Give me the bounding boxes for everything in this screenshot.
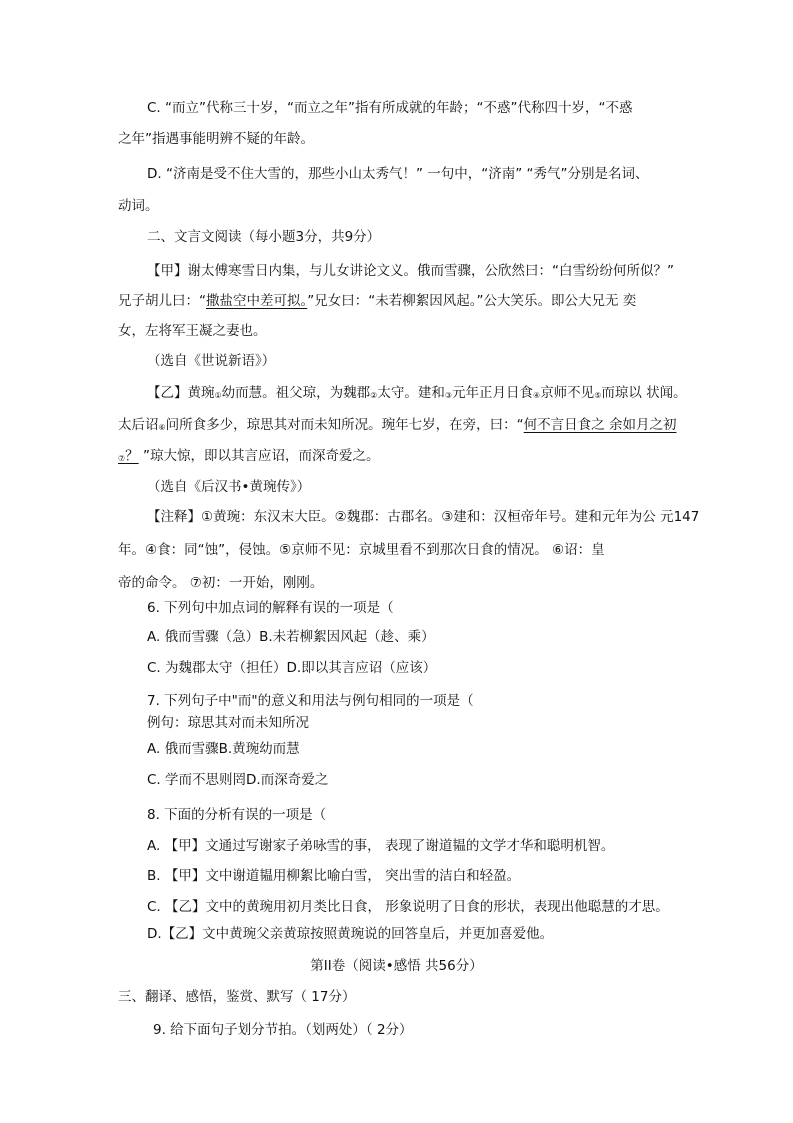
passage-yi-line3: ⑦？ ”琼大惊，即以其言应诏，而深奇爱之。 [118,448,380,464]
passage-yi-line2: 太后诏⑥问所食多少，琼思其对而未知所况。琬年七岁，在旁，曰：“何不言日食之 余如月之初 [118,417,677,433]
question-8-option-c: C. 【乙】文中的黄琬用初月类比日食， 形象说明了日食的形状，表现出他聪慧的才思。 [147,899,669,915]
question-7-example: 例句：琼思其对而未知所况 [147,715,309,731]
question-7-options-ab: A. 俄而雪骤B.黄琬幼而慧 [147,741,300,757]
question-8-option-d: D.【乙】文中黄琬父亲黄琼按照黄琬说的回答皇后，并更加喜爱他。 [147,926,554,942]
passage-jia-line1: 【甲】谢太傅寒雪日内集，与儿女讲论文义。俄而雪骤，公欣然曰：“白雪纷纷何所似？” [147,263,674,279]
q5-option-d-line1: D. “济南是受不住大雪的，那些小山太秀气！” 一句中，“济南” “秀气”分别是名词、 [147,166,649,182]
question-7-stem: 7. 下列句子中"而"的意义和用法与例句相同的一项是（ [147,693,474,709]
passage-jia-source: （选自《世说新语》） [147,353,276,369]
question-6-options-ab: A. 俄而雪骤（急）B.未若柳絮因风起（趁、乘） [147,629,435,645]
passage-yi-line1: 【乙】黄琬①幼而慧。祖父琼，为魏郡②太守。建和③元年正月日食④京师不见⑤而琼以 状闻。 [147,385,687,401]
q5-option-d-line2: 动词。 [118,198,159,214]
question-7-options-cd: C. 学而不思则罔D.而深奇爱之 [147,772,329,788]
passage-yi-source: （选自《后汉书•黄琬传》） [147,479,311,495]
question-8-option-b: B. 【甲】文中谢道韫用柳絮比喻白雪， 突出雪的洁白和轻盈。 [147,868,521,884]
question-8-stem: 8. 下面的分析有误的一项是（ [147,807,327,823]
section3-heading: 三、翻译、感悟，鉴赏、默写（ 17分） [118,989,356,1005]
question-6-options-cd: C. 为魏郡太守（担任）D.即以其言应诏（应该） [147,660,437,676]
passage-jia-line2: 兄子胡儿曰：“撒盐空中差可拟。”兄女曰：“未若柳絮因风起。”公大笑乐。即公大兄无 奕 [118,293,637,309]
q5-option-c-line1: C. “而立”代称三十岁，“而立之年”指有所成就的年龄；“不惑”代称四十岁，“不惑 [147,100,633,116]
underlined-sentence: 撒盐空中差可拟。 [206,293,308,309]
notes-line3: 帝的命令。 ⑦初：一开始，刚刚。 [118,575,324,591]
notes-line1: 【注释】①黄琬：东汉末大臣。②魏郡：古郡名。③建和：汉桓帝年号。建和元年为公 元147 [147,509,700,525]
question-9-stem: 9. 给下面句子划分节拍。（划两处）（ 2分） [153,1022,413,1038]
underlined-sentence: 何不言日食之 余如月之初 [523,417,677,433]
passage-jia-line3: 女，左将军王凝之妻也。 [118,323,267,339]
part2-title: 第II卷（阅读•感悟 共56分） [310,958,483,974]
question-6-stem: 6. 下列句中加点词的解释有误的一项是（ [147,600,394,616]
notes-line2: 年。④食：同“蚀”，侵蚀。⑤京师不见：京城里看不到那次日食的情况。 ⑥诏：皇 [118,542,605,558]
question-8-option-a: A. 【甲】文通过写谢家子弟咏雪的事， 表现了谢道韫的文学才华和聪明机智。 [147,838,615,854]
section2-heading: 二、文言文阅读（每小题3分，共9分） [147,229,381,245]
q5-option-c-line2: 之年”指遇事能明辨不疑的年龄。 [118,131,314,147]
